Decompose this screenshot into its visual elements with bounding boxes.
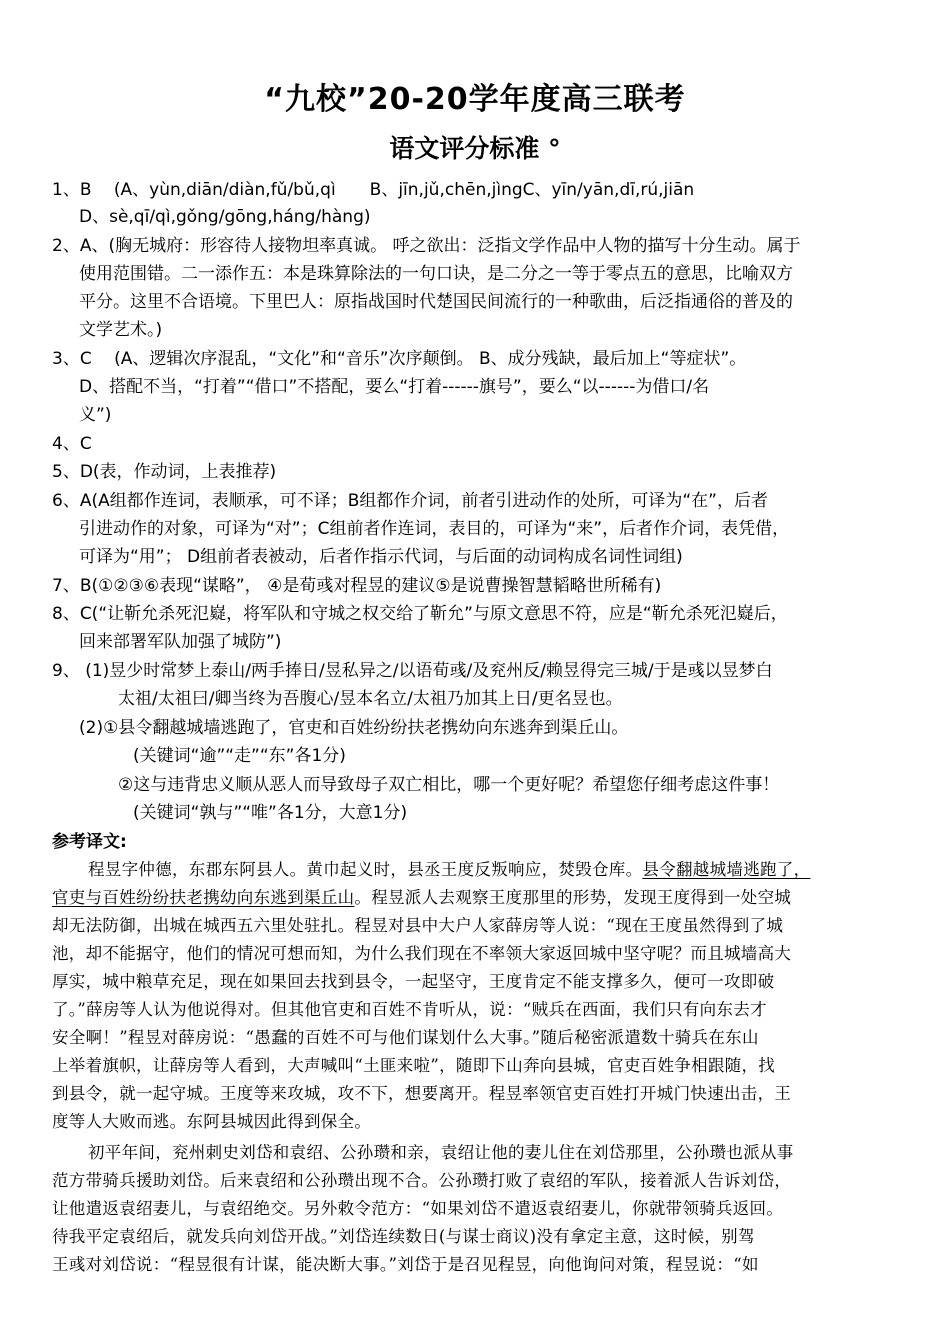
answer-2-cont: 使用范围错。二一添作五：本是珠算除法的一句口诀，是二分之一等于零点五的意思，比喻双方 bbox=[79, 264, 793, 284]
answer-2-cont: 平分。这里不合语境。下里巴人：原指战国时代楚国民间流行的一种歌曲，后泛指通俗的普及的 bbox=[79, 292, 793, 312]
translation-line: 待我平定袁绍后，就发兵向刘岱开战。”刘岱连续数日(与谋士商议)没有拿定主意，这时候，别驾 bbox=[52, 1227, 755, 1246]
translation-line: 到县令，就一起守城。王度等来攻城，攻不下，想要离开。程昱率领官吏百姓打开城门快速出击，王 bbox=[52, 1084, 792, 1103]
translation-line: 厚实，城中粮草充足，现在如果回去找到县令，一起坚守，王度肯定不能支撑多久，便可一攻即破 bbox=[52, 972, 775, 991]
translation-line: 池，却不能据守，他们的情况可想而知，为什么我们现在不率领大家返回城中坚守呢？而且城墙高大 bbox=[52, 944, 792, 963]
translation-text: 。程昱派人去观察王度那里的形势，发现王度得到一处空城 bbox=[354, 888, 792, 907]
answer-6-cont: 引进动作的对象，可译为“对”；C组前者作连词，表目的，可译为“来”，后者作介词，表凭借， bbox=[79, 519, 790, 539]
document-title: “九校”20-20学年度高三联考 bbox=[264, 82, 686, 117]
answer-3-cont: D、搭配不当，“打着”“借口”不搭配，要么“打着------旗号”，要么“以------为借口/名 bbox=[79, 377, 710, 397]
answer-2: 2、A、(胸无城府：形容待人接物坦率真诚。 呼之欲出：泛指文学作品中人物的描写十分生动。属于 bbox=[52, 236, 801, 256]
document-subtitle: 语文评分标准 ° bbox=[389, 134, 561, 163]
answer-9-item: ②这与违背忠义顺从恶人而导致母子双亡相比，哪一个更好呢？希望您仔细考虑这件事！ bbox=[118, 775, 780, 795]
translation-line: 让他遣返袁绍妻儿，与袁绍绝交。另外敕令范方：“如果刘岱不遣返袁绍妻儿，你就带领骑兵返回。 bbox=[52, 1199, 784, 1218]
answer-6-cont: 可译为“用”； D组前者表被动，后者作指示代词，与后面的动词构成名词性词组) bbox=[79, 547, 683, 567]
answer-3: 3、C (A、逻辑次序混乱，“文化”和“音乐”次序颠倒。 B、成分残缺，最后加上“等症状”。 bbox=[52, 349, 747, 369]
answer-9-keywords: (关键词“孰与”“唯”各1分，大意1分) bbox=[133, 803, 408, 823]
translation-heading: 参考译文: bbox=[52, 832, 127, 852]
answer-5: 5、D(表，作动词，上表推荐) bbox=[52, 462, 277, 482]
answer-1: 1、B (A、yùn,diān/diàn,fǔ/bǔ,qì B、jīn,jǔ,chēn,jìngC、yīn/yān,dī,rú,jiān bbox=[52, 180, 695, 200]
translation-line: 初平年间，兖州刺史刘岱和袁绍、公孙瓒和亲，袁绍让他的妻儿住在刘岱那里，公孙瓒也派从事 bbox=[88, 1143, 794, 1162]
translation-line bbox=[88, 858, 810, 882]
answer-9-part-2: (2)①县令翻越城墙逃跑了，官吏和百姓纷纷扶老携幼向东逃奔到渠丘山。 bbox=[79, 718, 629, 738]
translation-line: 王彧对刘岱说：“程昱很有计谋，能决断大事。”刘岱于是召见程昱，向他询问对策，程昱说：“如 bbox=[52, 1255, 759, 1274]
translation-line: 却无法防御，出城在城西五六里处驻扎。程昱对县中大户人家薛房等人说：“现在王度虽然得到了城 bbox=[52, 916, 784, 935]
answer-6: 6、A(A组都作连词，表顺承，可不译；B组都作介词，前者引进动作的处所，可译为“在”，后者 bbox=[52, 491, 768, 511]
answer-9: 9、 (1)昱少时常梦上泰山/两手捧日/昱私异之/以语荀彧/及兖州反/赖昱得完三城/于是彧以昱梦白 bbox=[52, 661, 773, 681]
underlined-text: 官吏与百姓纷纷扶老携幼向东逃到渠丘山 bbox=[52, 888, 355, 907]
translation-line: 安全啊！”程昱对薛房说：“愚蠢的百姓不可与他们谋划什么大事。”随后秘密派遣数十骑兵在东山 bbox=[52, 1028, 759, 1047]
translation-line: 范方带骑兵援助刘岱。后来袁绍和公孙瓒出现不合。公孙瓒打败了袁绍的军队，接着派人告诉刘岱， bbox=[52, 1171, 792, 1190]
translation-line: 上举着旗帜，让薛房等人看到，大声喊叫“土匪来啦”，随即下山奔向县城，官吏百姓争相跟随，找 bbox=[52, 1056, 776, 1075]
answer-3-cont: 义”) bbox=[79, 405, 112, 425]
translation-line bbox=[52, 886, 791, 910]
answer-1-cont: D、sè,qī/qì,gǒng/gōng,háng/hàng) bbox=[79, 207, 371, 227]
translation-line: 了。”薛房等人认为他说得对。但其他官吏和百姓不肯听从，说：“贼兵在西面，我们只有向东去才 bbox=[52, 1000, 767, 1019]
answer-8-cont: 回来部署军队加强了城防”) bbox=[79, 632, 282, 652]
answer-2-cont: 文学艺术。) bbox=[79, 320, 163, 340]
answer-7: 7、B(①②③⑥表现“谋略”， ④是荀彧对程昱的建议⑤是说曹操智慧韬略世所稀有) bbox=[52, 576, 662, 596]
answer-9-keywords: (关键词“逾”“走”“东”各1分) bbox=[133, 746, 346, 766]
translation-line: 度等人大败而逃。东阿县城因此得到保全。 bbox=[52, 1112, 372, 1131]
underlined-text: 县令翻越城墙逃跑了， bbox=[642, 860, 811, 879]
translation-text: 程昱字仲德，东郡东阿县人。黄巾起义时，县丞王度反叛响应，焚毁仓库。 bbox=[88, 860, 643, 879]
answer-9-cont: 太祖/太祖曰/卿当终为吾腹心/昱本名立/太祖乃加其上日/更名昱也。 bbox=[118, 689, 623, 709]
answer-4: 4、C bbox=[52, 434, 92, 454]
answer-8: 8、C(“让靳允杀死氾嶷，将军队和守城之权交给了靳允”与原文意思不符，应是“靳允杀死氾嶷后， bbox=[52, 604, 788, 624]
